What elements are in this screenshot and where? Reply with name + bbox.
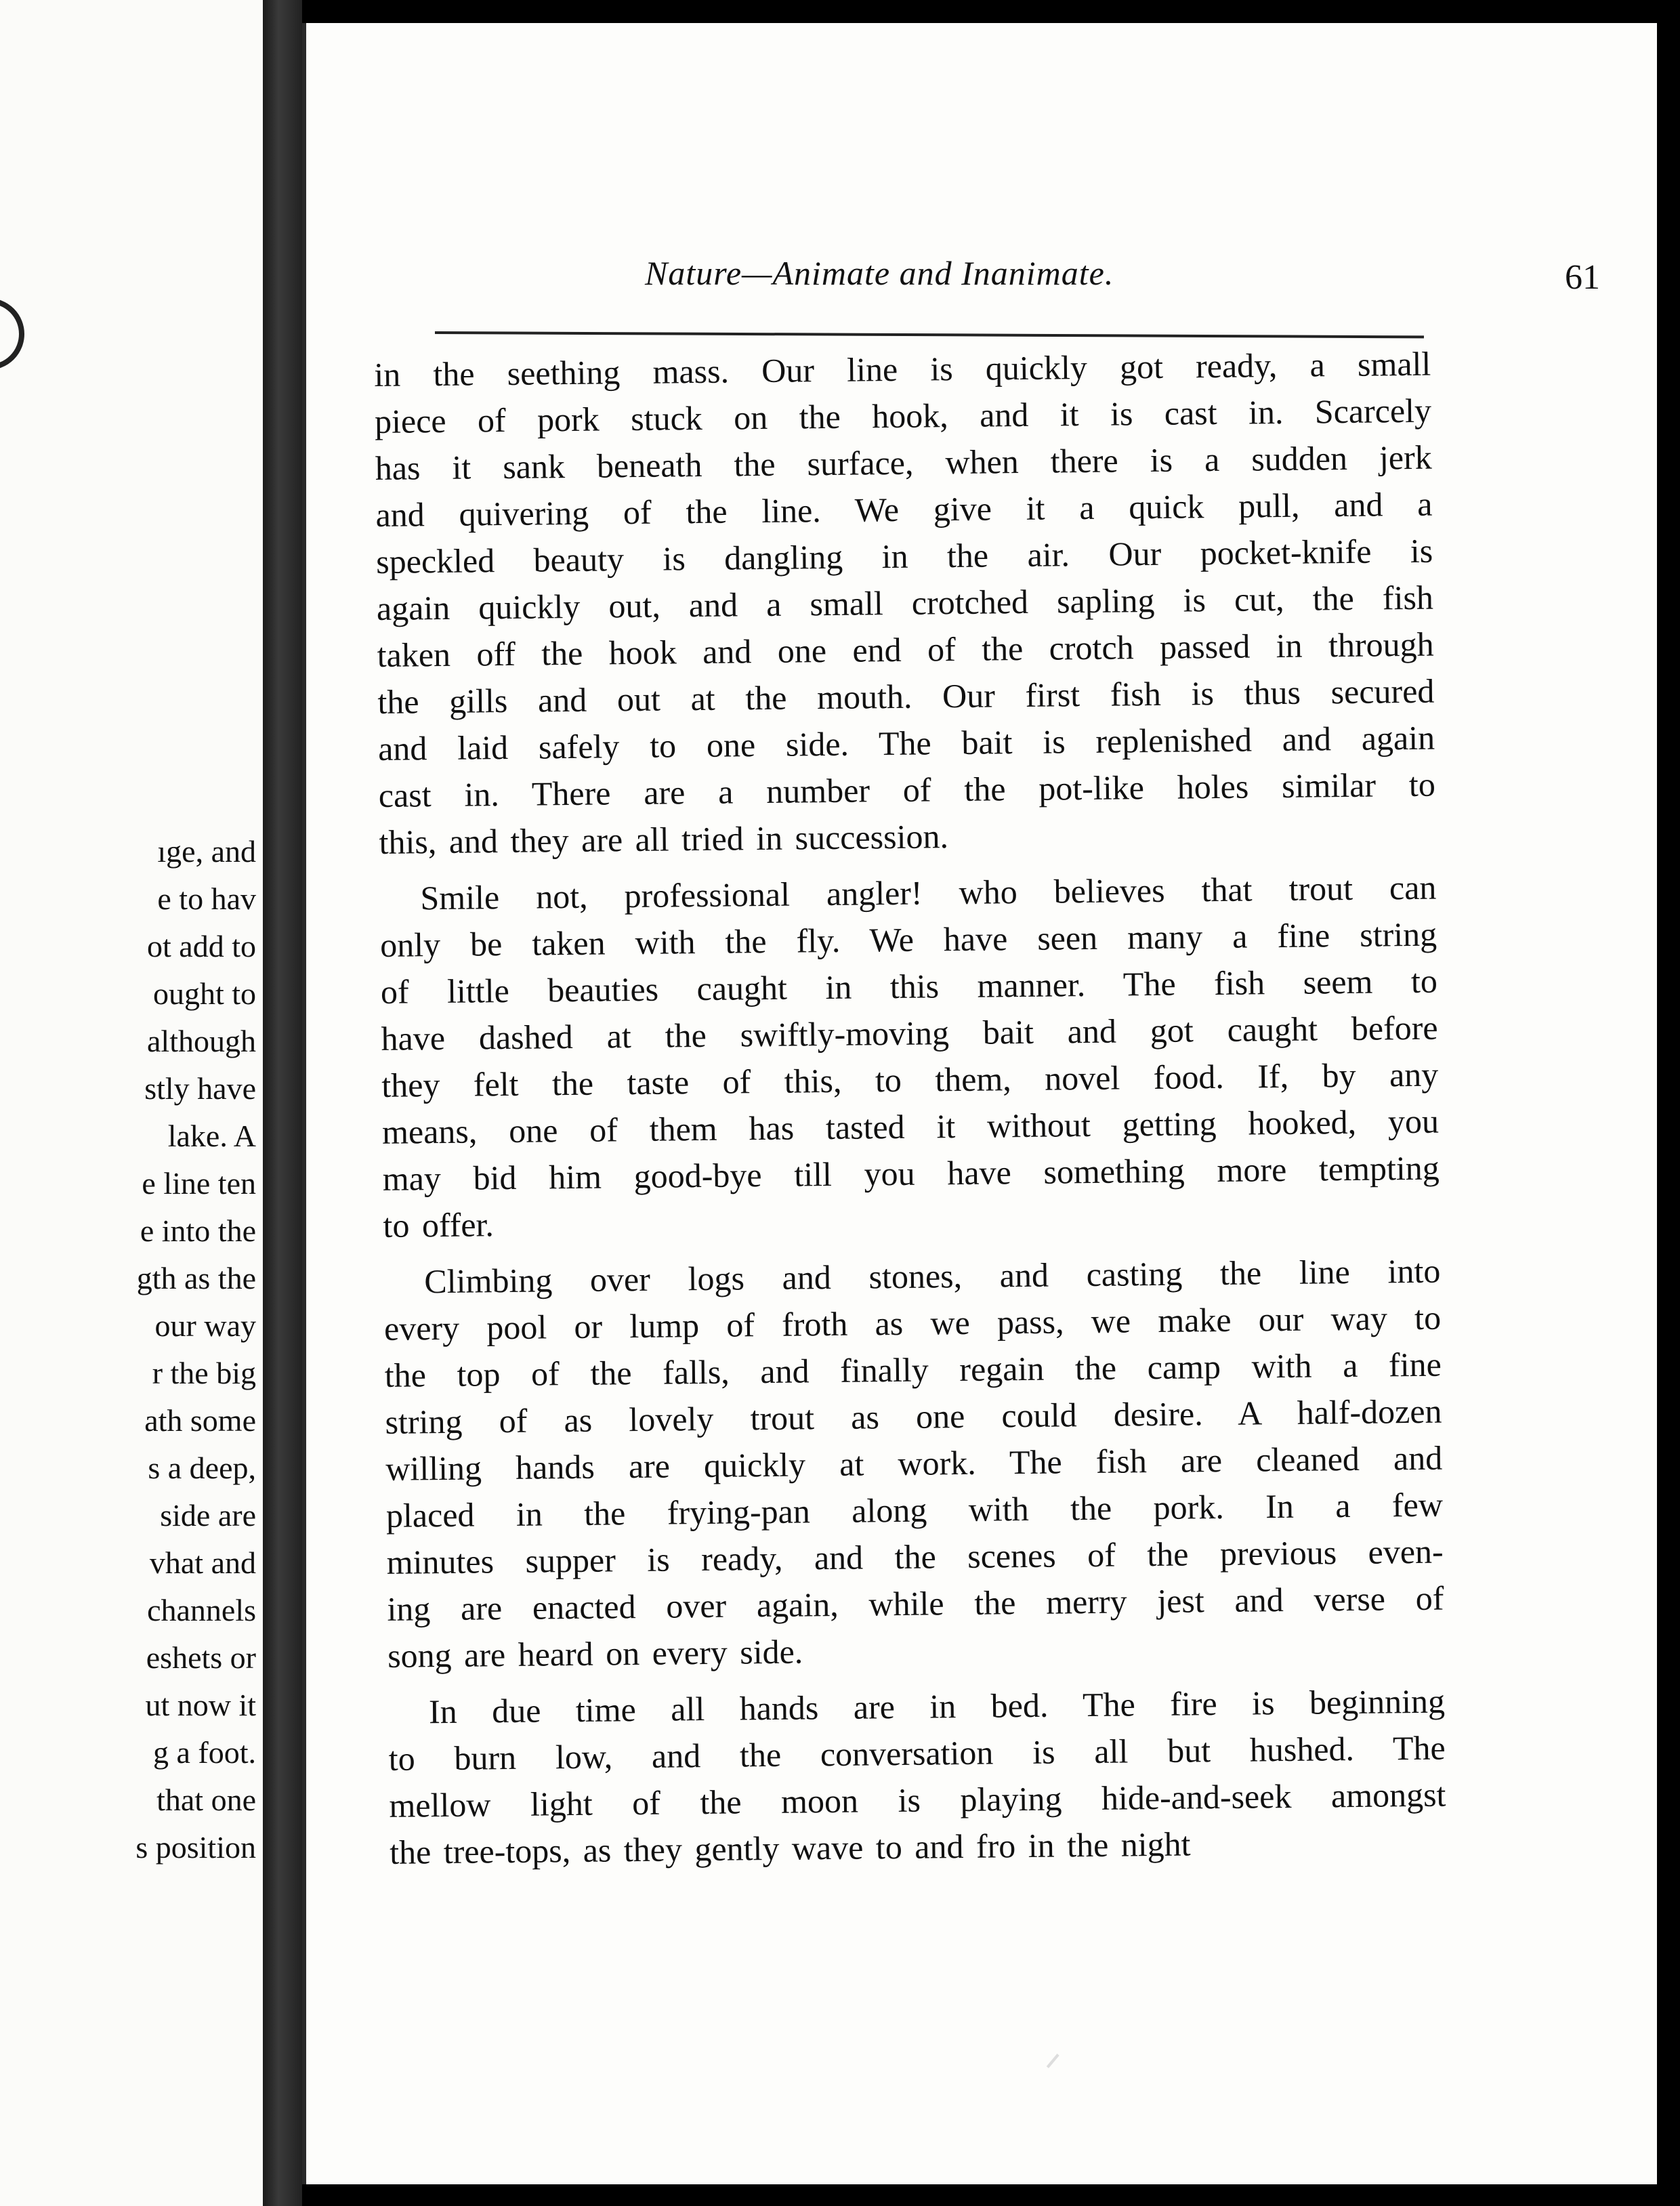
left-line-fragment: stly have — [144, 1071, 256, 1106]
text-line: Smile not, professional angler! who believes that trout can — [420, 868, 1437, 917]
text-line: of little beauties caught in this manner. The fish seem to — [380, 961, 1438, 1011]
paragraph — [374, 341, 1436, 866]
text-line: string of as lovely trout as one could desire. A half-dozen — [385, 1392, 1442, 1441]
text-line: Climbing over logs and stones, and casting the line into — [424, 1251, 1441, 1301]
left-line-fragment: s position — [135, 1830, 256, 1865]
text-line: ing are enacted over again, while the merry jest and verse of — [387, 1579, 1444, 1628]
left-line-fragment: ot add to — [147, 929, 256, 963]
text-line: to offer. — [383, 1205, 495, 1245]
text-line: again quickly out, and a small crotched sapling is cut, the fish — [376, 578, 1434, 627]
paragraph — [388, 1678, 1447, 1876]
left-line-fragment: channels — [147, 1593, 256, 1627]
text-line: have dashed at the swiftly-moving bait and got caught before — [381, 1008, 1438, 1058]
text-line: and quivering of the line. We give it a quick pull, and a — [375, 484, 1433, 534]
left-page-text — [0, 828, 256, 1871]
text-line: the gills and out at the mouth. Our first fish is thus secured — [377, 671, 1435, 721]
page-number: 61 — [1565, 258, 1600, 297]
page-header — [645, 253, 1627, 314]
left-line-fragment: e to hav — [157, 881, 256, 916]
left-facing-page — [0, 0, 263, 2206]
left-line-fragment: although — [147, 1024, 256, 1058]
body-text — [374, 341, 1446, 1876]
left-line-fragment: gth as the — [136, 1261, 256, 1295]
left-line-fragment: our way — [154, 1308, 256, 1343]
scan-edge — [1657, 0, 1680, 2206]
text-line: song are heard on every side. — [387, 1632, 803, 1675]
left-line-fragment: g a foot. — [152, 1735, 256, 1770]
left-line-fragment: side are — [160, 1498, 256, 1533]
header-rule — [435, 331, 1424, 338]
left-line-fragment: e line ten — [142, 1166, 256, 1201]
text-line: in the seething mass. Our line is quickly got ready, a small — [374, 344, 1431, 394]
left-line-fragment: e into the — [140, 1213, 256, 1248]
text-line: willing hands are quickly at work. The fish are cleaned and — [385, 1438, 1443, 1488]
paragraph — [379, 865, 1440, 1249]
text-line: In due time all hands are in bed. The fire is beginning — [428, 1682, 1446, 1731]
text-line: they felt the taste of this, to them, novel food. If, by any — [381, 1055, 1439, 1104]
stray-mark: ᐟ — [1045, 2047, 1062, 2091]
left-line-fragment: that one — [156, 1783, 256, 1817]
book-gutter — [263, 0, 302, 2206]
running-head: Nature—Animate and Inanimate. — [645, 254, 1114, 292]
text-line: this, and they are all tried in succession. — [379, 817, 949, 861]
text-line: the tree-tops, as they gently wave to and fro in the night — [389, 1825, 1191, 1871]
text-line: speckled beauty is dangling in the air. Our pocket-knife is — [375, 531, 1433, 581]
paragraph — [383, 1248, 1444, 1680]
main-page — [302, 23, 1657, 2184]
text-line: placed in the frying-pan along with the pork. In a few — [385, 1485, 1444, 1535]
left-line-fragment: ath some — [144, 1403, 256, 1438]
text-line: every pool or lump of froth as we pass, we make our way to — [383, 1298, 1442, 1348]
text-line: to burn low, and the conversation is all but hushed. The — [388, 1728, 1446, 1778]
text-line: piece of pork stuck on the hook, and it is cast in. Scarcely — [374, 391, 1432, 440]
text-line: has it sank beneath the surface, when there is a sudden jerk — [375, 438, 1433, 487]
text-line: taken off the hook and one end of the crotch passed in through — [377, 625, 1434, 674]
left-line-fragment: ut now it — [145, 1688, 256, 1722]
left-line-fragment: r the big — [152, 1356, 256, 1390]
text-line: may bid him good-bye till you have something more tempting — [382, 1148, 1440, 1198]
left-line-fragment: s a deep, — [148, 1451, 256, 1485]
left-line-fragment: ıge, and — [157, 834, 256, 869]
left-line-fragment: lake. A — [167, 1119, 256, 1153]
text-line: means, one of them has tasted it without getting hooked, you — [381, 1102, 1440, 1151]
left-line-fragment: vhat and — [149, 1545, 256, 1580]
text-line: cast in. There are a number of the pot-like holes similar to — [378, 765, 1436, 814]
text-line: mellow light of the moon is playing hide-and-seek amongst — [389, 1775, 1446, 1825]
text-line: the top of the falls, and finally regain the camp with a fine — [384, 1345, 1442, 1394]
text-line: and laid safely to one side. The bait is replenished and again — [377, 718, 1435, 768]
text-line: minutes supper is ready, and the scenes of the previous even- — [386, 1532, 1444, 1581]
ornament-fragment — [0, 298, 24, 370]
left-line-fragment: eshets or — [146, 1640, 256, 1675]
left-line-fragment: ought to — [152, 976, 256, 1011]
text-line: only be taken with the fly. We have seen many a fine string — [379, 915, 1437, 964]
